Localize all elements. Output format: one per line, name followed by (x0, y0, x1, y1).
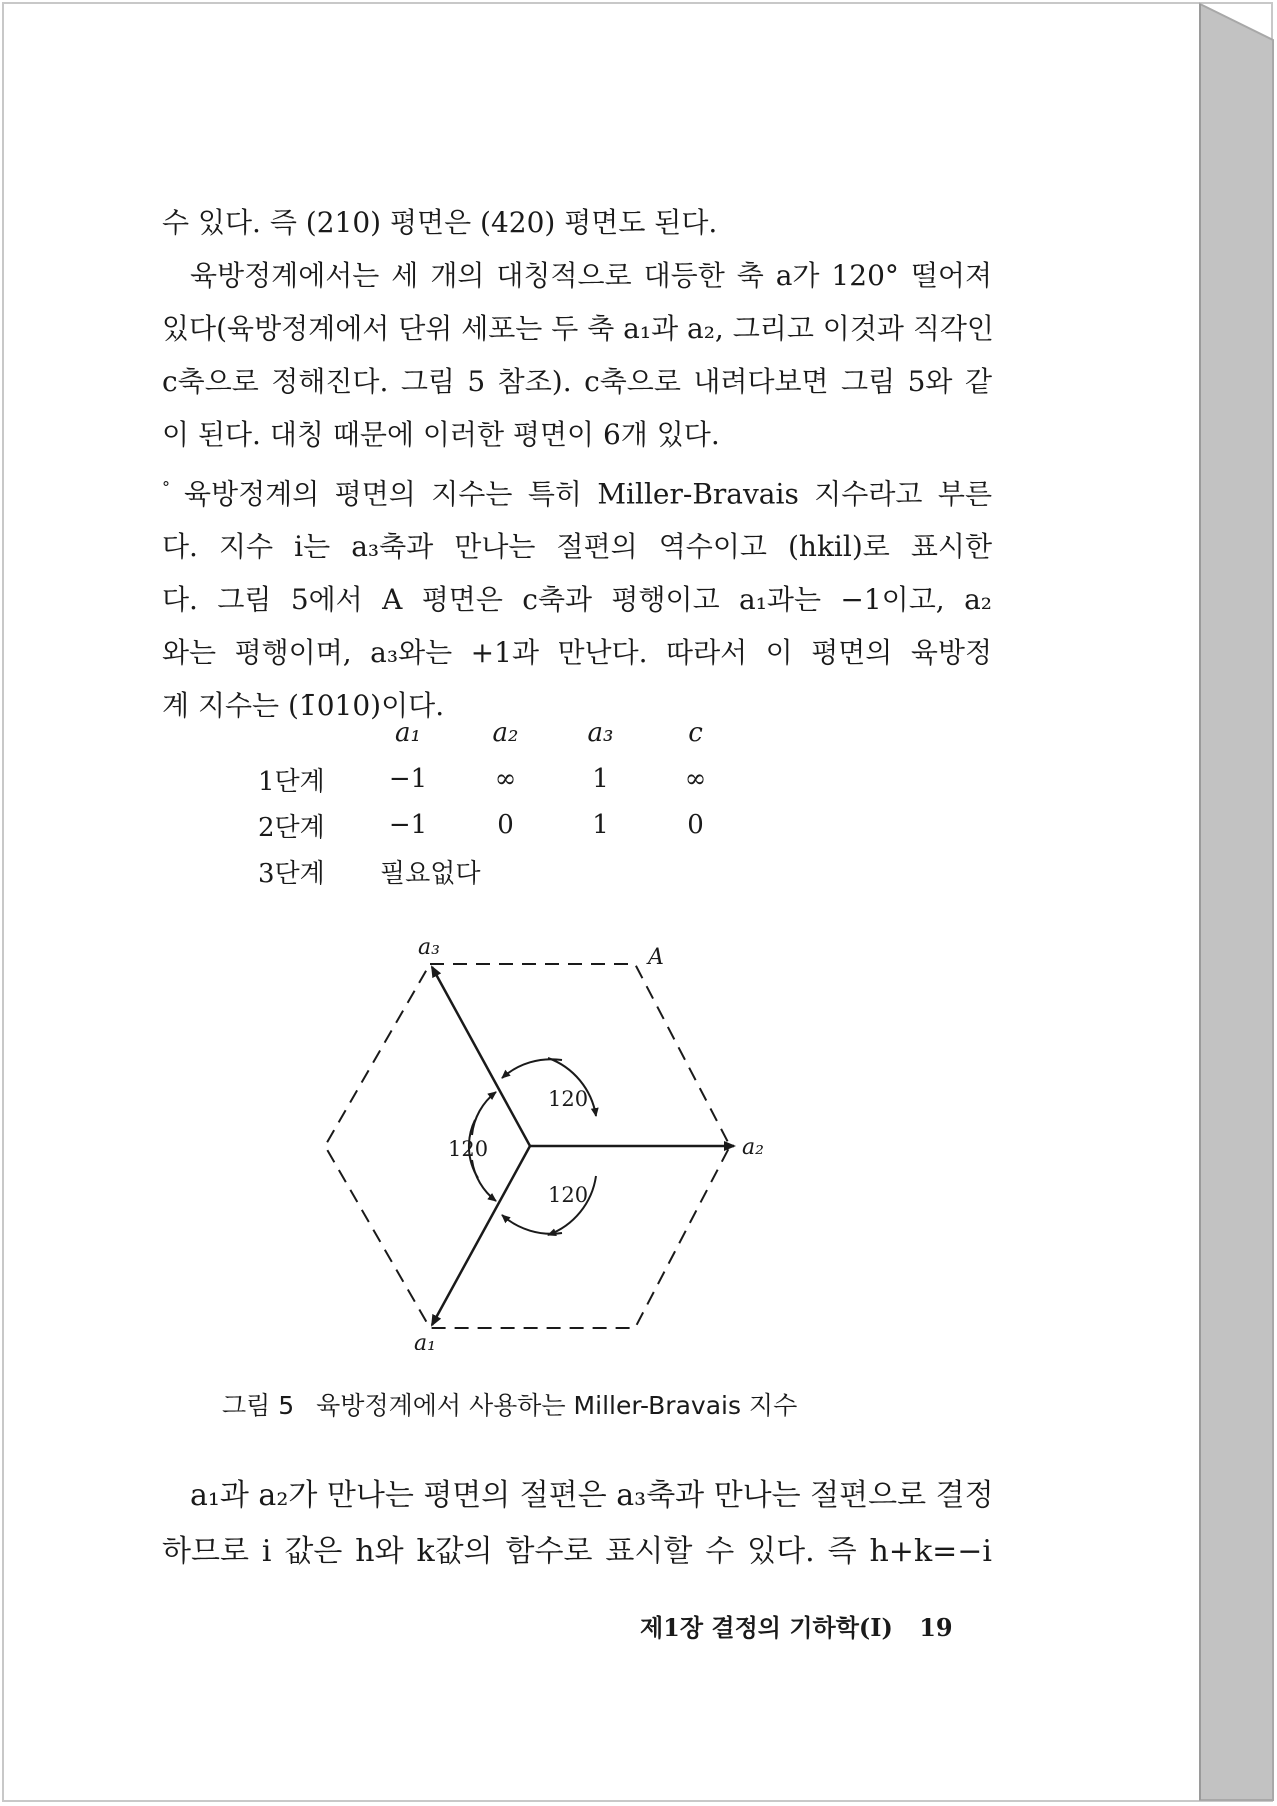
paragraph-2 (162, 249, 992, 461)
label-a2: a₂ (742, 1135, 764, 1160)
text-line: 있다(육방정계에서 단위 세포는 두 축 a₁과 a₂, 그리고 이것과 직각인 (162, 312, 994, 345)
table-header: a₁ (395, 718, 421, 748)
figure-caption (222, 1386, 922, 1422)
table-cell: ∞ (494, 764, 517, 794)
body-text (162, 196, 992, 732)
table-header: c (688, 718, 703, 748)
label-a3: a₃ (418, 935, 440, 960)
bottom-paragraph (162, 1468, 992, 1580)
steps-table (258, 710, 743, 894)
angle-arc-left-bottom (472, 1160, 496, 1201)
table-header-row (258, 710, 743, 756)
table-row (258, 848, 743, 894)
table-cell: 0 (497, 810, 514, 840)
step-label: 3단계 (258, 858, 325, 889)
table-cell: 0 (687, 810, 704, 840)
text-line: 다. 그림 5에서 A 평면은 c축과 평행이고 a₁과는 −1이고, a₂ (162, 583, 992, 617)
table-header: a₃ (587, 718, 614, 748)
step-label: 1단계 (258, 766, 325, 797)
bullet-mark: ° (162, 478, 170, 497)
table-row (258, 802, 743, 848)
table-cell: 1 (592, 764, 609, 794)
axis-a3 (432, 967, 530, 1146)
text-line: 와는 평행이며, a₃와는 +1과 만난다. 따라서 이 평면의 육방정 (162, 636, 992, 670)
text-line: 계 지수는 (1̄010)이다. (162, 689, 445, 723)
label-a1: a₁ (414, 1331, 436, 1350)
text-line: 다. 지수 i는 a₃축과 만나는 절편의 역수이고 (hkil)로 표시한 (162, 530, 992, 564)
text-line: 이 된다. 대칭 때문에 이러한 평면이 6개 있다. (162, 418, 720, 451)
angle-arc-left-top (472, 1092, 496, 1135)
label-A: A (648, 945, 664, 970)
angle-label-left: 120 (448, 1137, 489, 1161)
table-cell: −1 (388, 810, 428, 840)
text-line: 육방정계에서는 세 개의 대칭적으로 대등한 축 a가 120° 떨어져 (190, 259, 992, 292)
text-line: a₁과 a₂가 만나는 평면의 절편은 a₃축과 만나는 절편으로 결정 (190, 1478, 994, 1513)
step-label: 2단계 (258, 812, 325, 843)
hexagon-diagram (300, 930, 800, 1350)
text-line-content: 육방정계의 평면의 지수는 특히 Miller-Bravais 지수라고 부른 (184, 477, 992, 511)
table-cell: 필요없다 (380, 858, 481, 889)
table-row (258, 756, 743, 802)
page-number: 19 (919, 1613, 953, 1642)
table-header-empty (258, 710, 358, 756)
caption-text: 육방정계에서 사용하는 Miller-Bravais 지수 (316, 1391, 798, 1420)
page-footer (640, 1608, 970, 1643)
table-cell: −1 (388, 764, 428, 794)
angle-label-bottom: 120 (548, 1183, 589, 1207)
table-header: a₂ (492, 718, 519, 748)
text-line: 하므로 i 값은 h와 k값의 함수로 표시할 수 있다. 즉 h+k=−i (162, 1534, 992, 1569)
table-cell: ∞ (684, 764, 707, 794)
axis-a1 (432, 1146, 530, 1325)
angle-label-top: 120 (548, 1087, 589, 1111)
paragraph-1 (162, 196, 992, 249)
caption-number: 그림 5 (222, 1391, 295, 1420)
text-line: c축으로 정해진다. 그림 5 참조). c축으로 내려다보면 그림 5와 같 (162, 365, 992, 398)
angle-arc-bottom-end (502, 1215, 562, 1234)
text-line (162, 461, 992, 520)
table-cell: 1 (592, 810, 609, 840)
chapter-title: 제1장 결정의 기하학(Ⅰ) (640, 1613, 893, 1642)
text-line: 수 있다. 즉 (210) 평면은 (420) 평면도 된다. (162, 206, 718, 239)
paragraph-3 (162, 461, 992, 732)
angle-arc-top-start (502, 1059, 562, 1078)
